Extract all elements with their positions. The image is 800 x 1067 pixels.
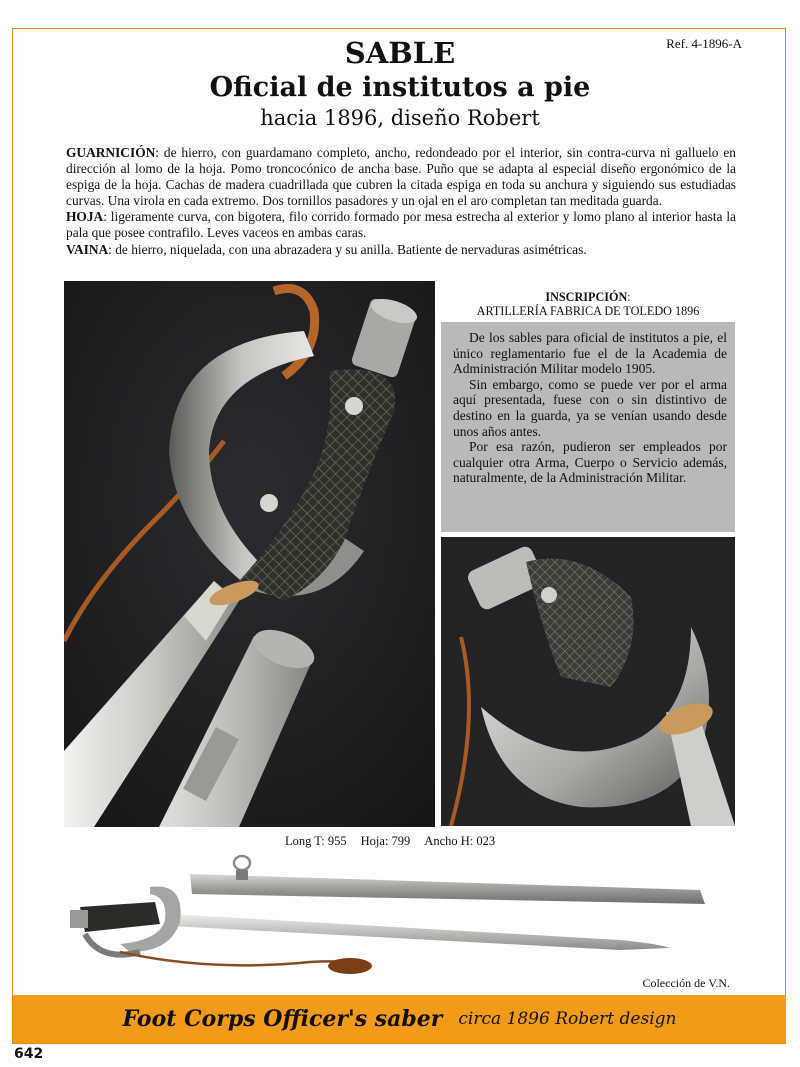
page-number: 642	[14, 1046, 44, 1062]
sword-hilt	[70, 886, 181, 954]
description-label: HOJA	[66, 209, 104, 225]
sword-knot	[120, 952, 372, 974]
description-block	[66, 145, 736, 258]
commentary-paragraph: Por esa razón, pudieron ser empleados por cualquier otra Arma, Cuerpo o Servicio además, naturalmente, de la Administración Militar.	[453, 439, 727, 486]
hilt-photo	[64, 281, 435, 827]
english-subtitle: circa 1896 Robert design	[458, 1009, 677, 1029]
hilt-illustration	[64, 281, 435, 827]
page-subtitle: Oficial de institutos a pie	[209, 72, 591, 103]
description-vaina	[66, 242, 736, 258]
english-title: Foot Corps Officer's saber	[122, 1006, 443, 1032]
description-label: VAINA	[66, 241, 109, 257]
description-text: : ligeramente curva, con bigotera, filo corrido formado por mesa estrecha al exterior y lomo plano al interior hasta la pala que posee contrafilo. Leves vaceos en ambas caras.	[66, 209, 736, 241]
inscription-text: ARTILLERÍA FABRICA DE TOLEDO 1896	[476, 304, 700, 318]
date-line: hacia 1896, diseño Robert	[260, 106, 540, 130]
inscription	[441, 290, 735, 318]
measure-width: Ancho H: 023	[424, 834, 496, 848]
guard-detail-illustration	[441, 537, 735, 826]
reference-number: Ref. 4-1896-A	[666, 36, 742, 51]
description-text: : de hierro, niquelada, con una abrazadera y su anilla. Batiente de nervaduras asimétricas.	[108, 241, 587, 257]
commentary-box	[441, 322, 735, 532]
measure-blade: Hoja: 799	[360, 834, 411, 848]
measure-total-length: Long T: 955	[285, 834, 347, 848]
description-hoja	[66, 209, 736, 241]
guard-detail-photo	[441, 537, 735, 826]
description-label: GUARNICIÓN	[66, 145, 156, 160]
commentary-paragraph: Sin embargo, como se puede ver por el arma aquí presentada, fuese con o sin distintivo de destino en la guarda, ya se venían usando desde unos años antes.	[453, 376, 727, 439]
description-guarnicion	[66, 145, 736, 209]
full-sword-illustration	[60, 852, 740, 982]
scabbard	[190, 856, 705, 904]
sword-blade	[170, 914, 670, 950]
page-title: SABLE	[344, 36, 456, 70]
measurements	[285, 834, 509, 849]
description-text: : de hierro, con guardamano completo, ancho, redondeado por el interior, sin contra-curva ni galluelo en dirección al lomo de la hoja. Pomo troncocónico de ancha base. Puño que se adapta al especial diseño ergonómico de la espiga de la hoja. Cachas de madera cuadrillada que cubren la citada espiga en toda su anchura y siguiendo sus estudiadas curvas. Una virola en cada extremo. Dos tornillos pasadores y un ojal en el aro completan tan meditada guarda.	[66, 145, 736, 209]
english-title-banner	[13, 995, 786, 1043]
inscription-heading: INSCRIPCIÓN:	[545, 290, 631, 304]
collection-credit: Colección de V.N.	[642, 976, 730, 990]
inscription-label: INSCRIPCIÓN	[545, 290, 628, 304]
commentary-paragraph: De los sables para oficial de institutos a pie, el único reglamentario fue el de la Academia de Administración Militar modelo 1905.	[453, 330, 727, 377]
